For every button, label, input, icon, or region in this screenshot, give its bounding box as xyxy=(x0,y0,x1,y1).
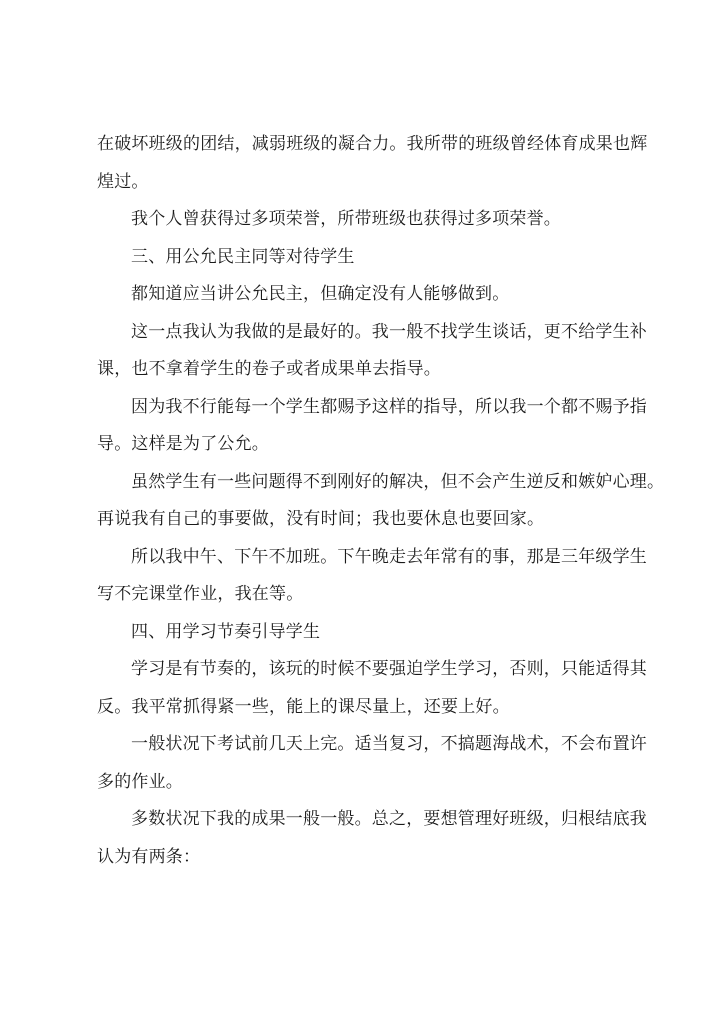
text-line: 在破坏班级的团结，减弱班级的凝合力。我所带的班级曾经体育成果也辉 xyxy=(97,134,648,154)
document-body xyxy=(97,126,665,876)
text-line: 煌过。 xyxy=(97,171,149,192)
text-line: 因为我不行能每一个学生都赐予这样的指导，所以我一个都不赐予指 xyxy=(131,396,647,417)
text-line: 我个人曾获得过多项荣誉，所带班级也获得过多项荣誉。 xyxy=(131,209,561,229)
paragraph-2 xyxy=(97,201,639,239)
text-line: 多的作业。 xyxy=(97,771,183,792)
paragraph-10 xyxy=(97,651,647,726)
paragraph-5 xyxy=(97,314,647,389)
section-heading-3 xyxy=(97,239,639,277)
text-line: 多数状况下我的成果一般一般。总之，要想管理好班级，归根结底我 xyxy=(131,809,647,829)
text-line: 反。我平常抓得紧一些，能上的课尽量上，还要上好。 xyxy=(97,696,510,717)
text-line: 课，也不拿着学生的卷子或者成果单去指导。 xyxy=(97,359,441,379)
text-line: 写不完课堂作业，我在等。 xyxy=(97,584,304,604)
paragraph-7 xyxy=(97,464,665,539)
text-line: 一般状况下考试前几天上完。适当复习，不搞题海战术，不会布置许 xyxy=(131,734,647,754)
paragraph-11 xyxy=(97,726,647,801)
text-line: 都知道应当讲公允民主，但确定没有人能够做到。 xyxy=(131,284,510,304)
heading-text: 四、用学习节奏引导学生 xyxy=(131,621,321,642)
text-line: 再说我有自己的事要做，没有时间；我也要休息也要回家。 xyxy=(97,509,545,529)
paragraph-6 xyxy=(97,389,647,464)
paragraph-12 xyxy=(97,801,647,876)
text-line: 学习是有节奏的，该玩的时候不要强迫学生学习，否则，只能适得其 xyxy=(131,659,647,679)
text-line: 所以我中午、下午不加班。下午晚走去年常有的事，那是三年级学生 xyxy=(131,546,647,567)
text-line: 虽然学生有一些问题得不到刚好的解决，但不会产生逆反和嫉妒心理。 xyxy=(131,471,665,492)
text-line: 导。这样是为了公允。 xyxy=(97,434,269,454)
text-line: 这一点我认为我做的是最好的。我一般不找学生谈话，更不给学生补 xyxy=(131,321,647,342)
section-heading-4 xyxy=(97,614,639,652)
heading-text: 三、用公允民主同等对待学生 xyxy=(131,246,355,267)
text-line: 认为有两条： xyxy=(97,846,201,867)
paragraph-4 xyxy=(97,276,639,314)
paragraph-8 xyxy=(97,539,647,614)
paragraph-1 xyxy=(97,126,648,201)
